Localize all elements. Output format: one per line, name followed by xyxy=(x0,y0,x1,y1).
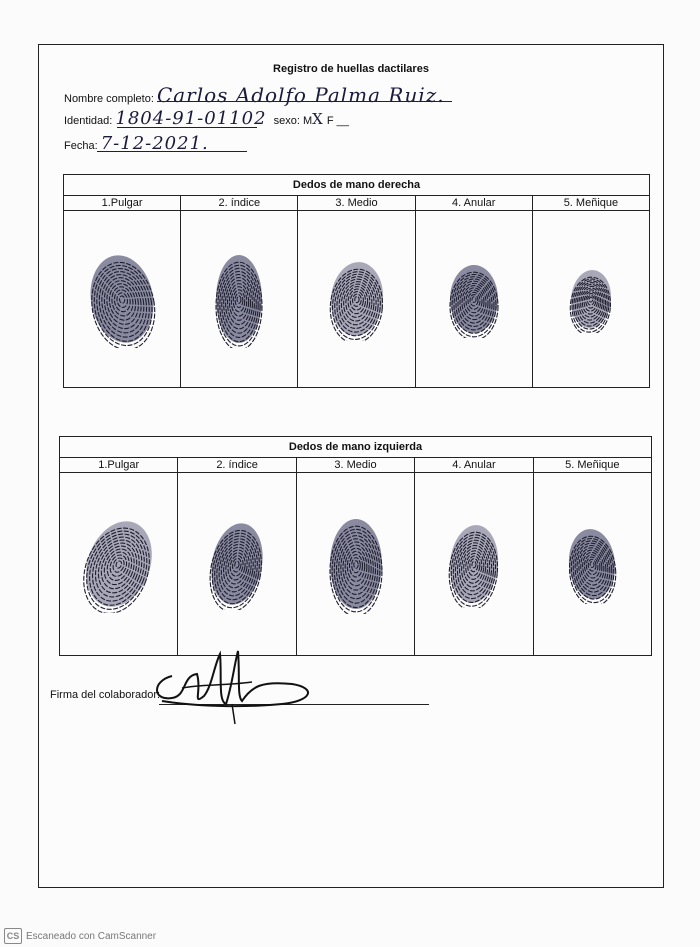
sex-f-label: F xyxy=(326,115,334,127)
name-label: Nombre completo: xyxy=(64,93,154,105)
fingerprint-image xyxy=(415,473,532,655)
right_hand-finger-label: 2. índice xyxy=(181,196,297,211)
fingerprint-image xyxy=(178,473,295,655)
right_hand-finger-col-3 xyxy=(298,196,415,387)
id-underline xyxy=(117,127,257,128)
scan-footer xyxy=(4,928,156,944)
fingerprint-image xyxy=(64,211,180,387)
fingerprint-image xyxy=(416,211,532,387)
left-hand-title: Dedos de mano izquierda xyxy=(60,437,651,458)
name-field xyxy=(64,83,445,107)
document-title: Registro de huellas dactilares xyxy=(273,63,429,75)
right_hand-finger-label: 1.Pulgar xyxy=(64,196,180,211)
right_hand-finger-col-5 xyxy=(533,196,649,387)
sex-mark: X xyxy=(312,110,324,128)
camscanner-logo-icon: CS xyxy=(4,928,22,944)
left_hand-finger-col-5 xyxy=(534,458,651,655)
fingerprint-image xyxy=(534,473,651,655)
date-label: Fecha: xyxy=(64,140,98,152)
left_hand-finger-label: 2. índice xyxy=(178,458,295,473)
right-hand-table xyxy=(63,174,650,388)
left_hand-finger-col-4 xyxy=(415,458,533,655)
left_hand-finger-label: 3. Medio xyxy=(297,458,414,473)
fingerprint-image xyxy=(298,211,414,387)
fingerprint-image xyxy=(533,211,649,387)
fingerprint-image xyxy=(297,473,414,655)
fingerprint-image xyxy=(181,211,297,387)
left_hand-finger-col-3 xyxy=(297,458,415,655)
left_hand-finger-label: 5. Meñique xyxy=(534,458,651,473)
left_hand-finger-col-2 xyxy=(178,458,296,655)
scan-footer-text: Escaneado con CamScanner xyxy=(26,930,157,942)
fingerprint-image xyxy=(60,473,177,655)
name-underline xyxy=(157,101,452,102)
sex-label: sexo: M xyxy=(273,115,313,127)
id-label: Identidad: xyxy=(64,115,113,127)
left-hand-table xyxy=(59,436,652,656)
signature-image xyxy=(142,646,322,726)
right-hand-title: Dedos de mano derecha xyxy=(64,175,649,196)
date-underline xyxy=(97,151,247,152)
left_hand-finger-col-1 xyxy=(60,458,178,655)
signature-label: Firma del colaborador: xyxy=(50,689,161,701)
form-sheet xyxy=(38,44,664,888)
right_hand-finger-label: 5. Meñique xyxy=(533,196,649,211)
id-value: 1804-91-01102 xyxy=(115,108,267,129)
right_hand-finger-label: 3. Medio xyxy=(298,196,414,211)
right_hand-finger-col-2 xyxy=(181,196,298,387)
right_hand-finger-col-4 xyxy=(416,196,533,387)
right_hand-finger-label: 4. Anular xyxy=(416,196,532,211)
right_hand-finger-col-1 xyxy=(64,196,181,387)
id-field: Identidad: 1804-91-01102 sexo: MX F __ xyxy=(64,108,349,129)
name-value: Carlos Adolfo Palma Ruiz. xyxy=(156,83,445,107)
date-value: 7-12-2021. xyxy=(100,133,209,154)
left_hand-finger-label: 1.Pulgar xyxy=(60,458,177,473)
left_hand-finger-label: 4. Anular xyxy=(415,458,532,473)
